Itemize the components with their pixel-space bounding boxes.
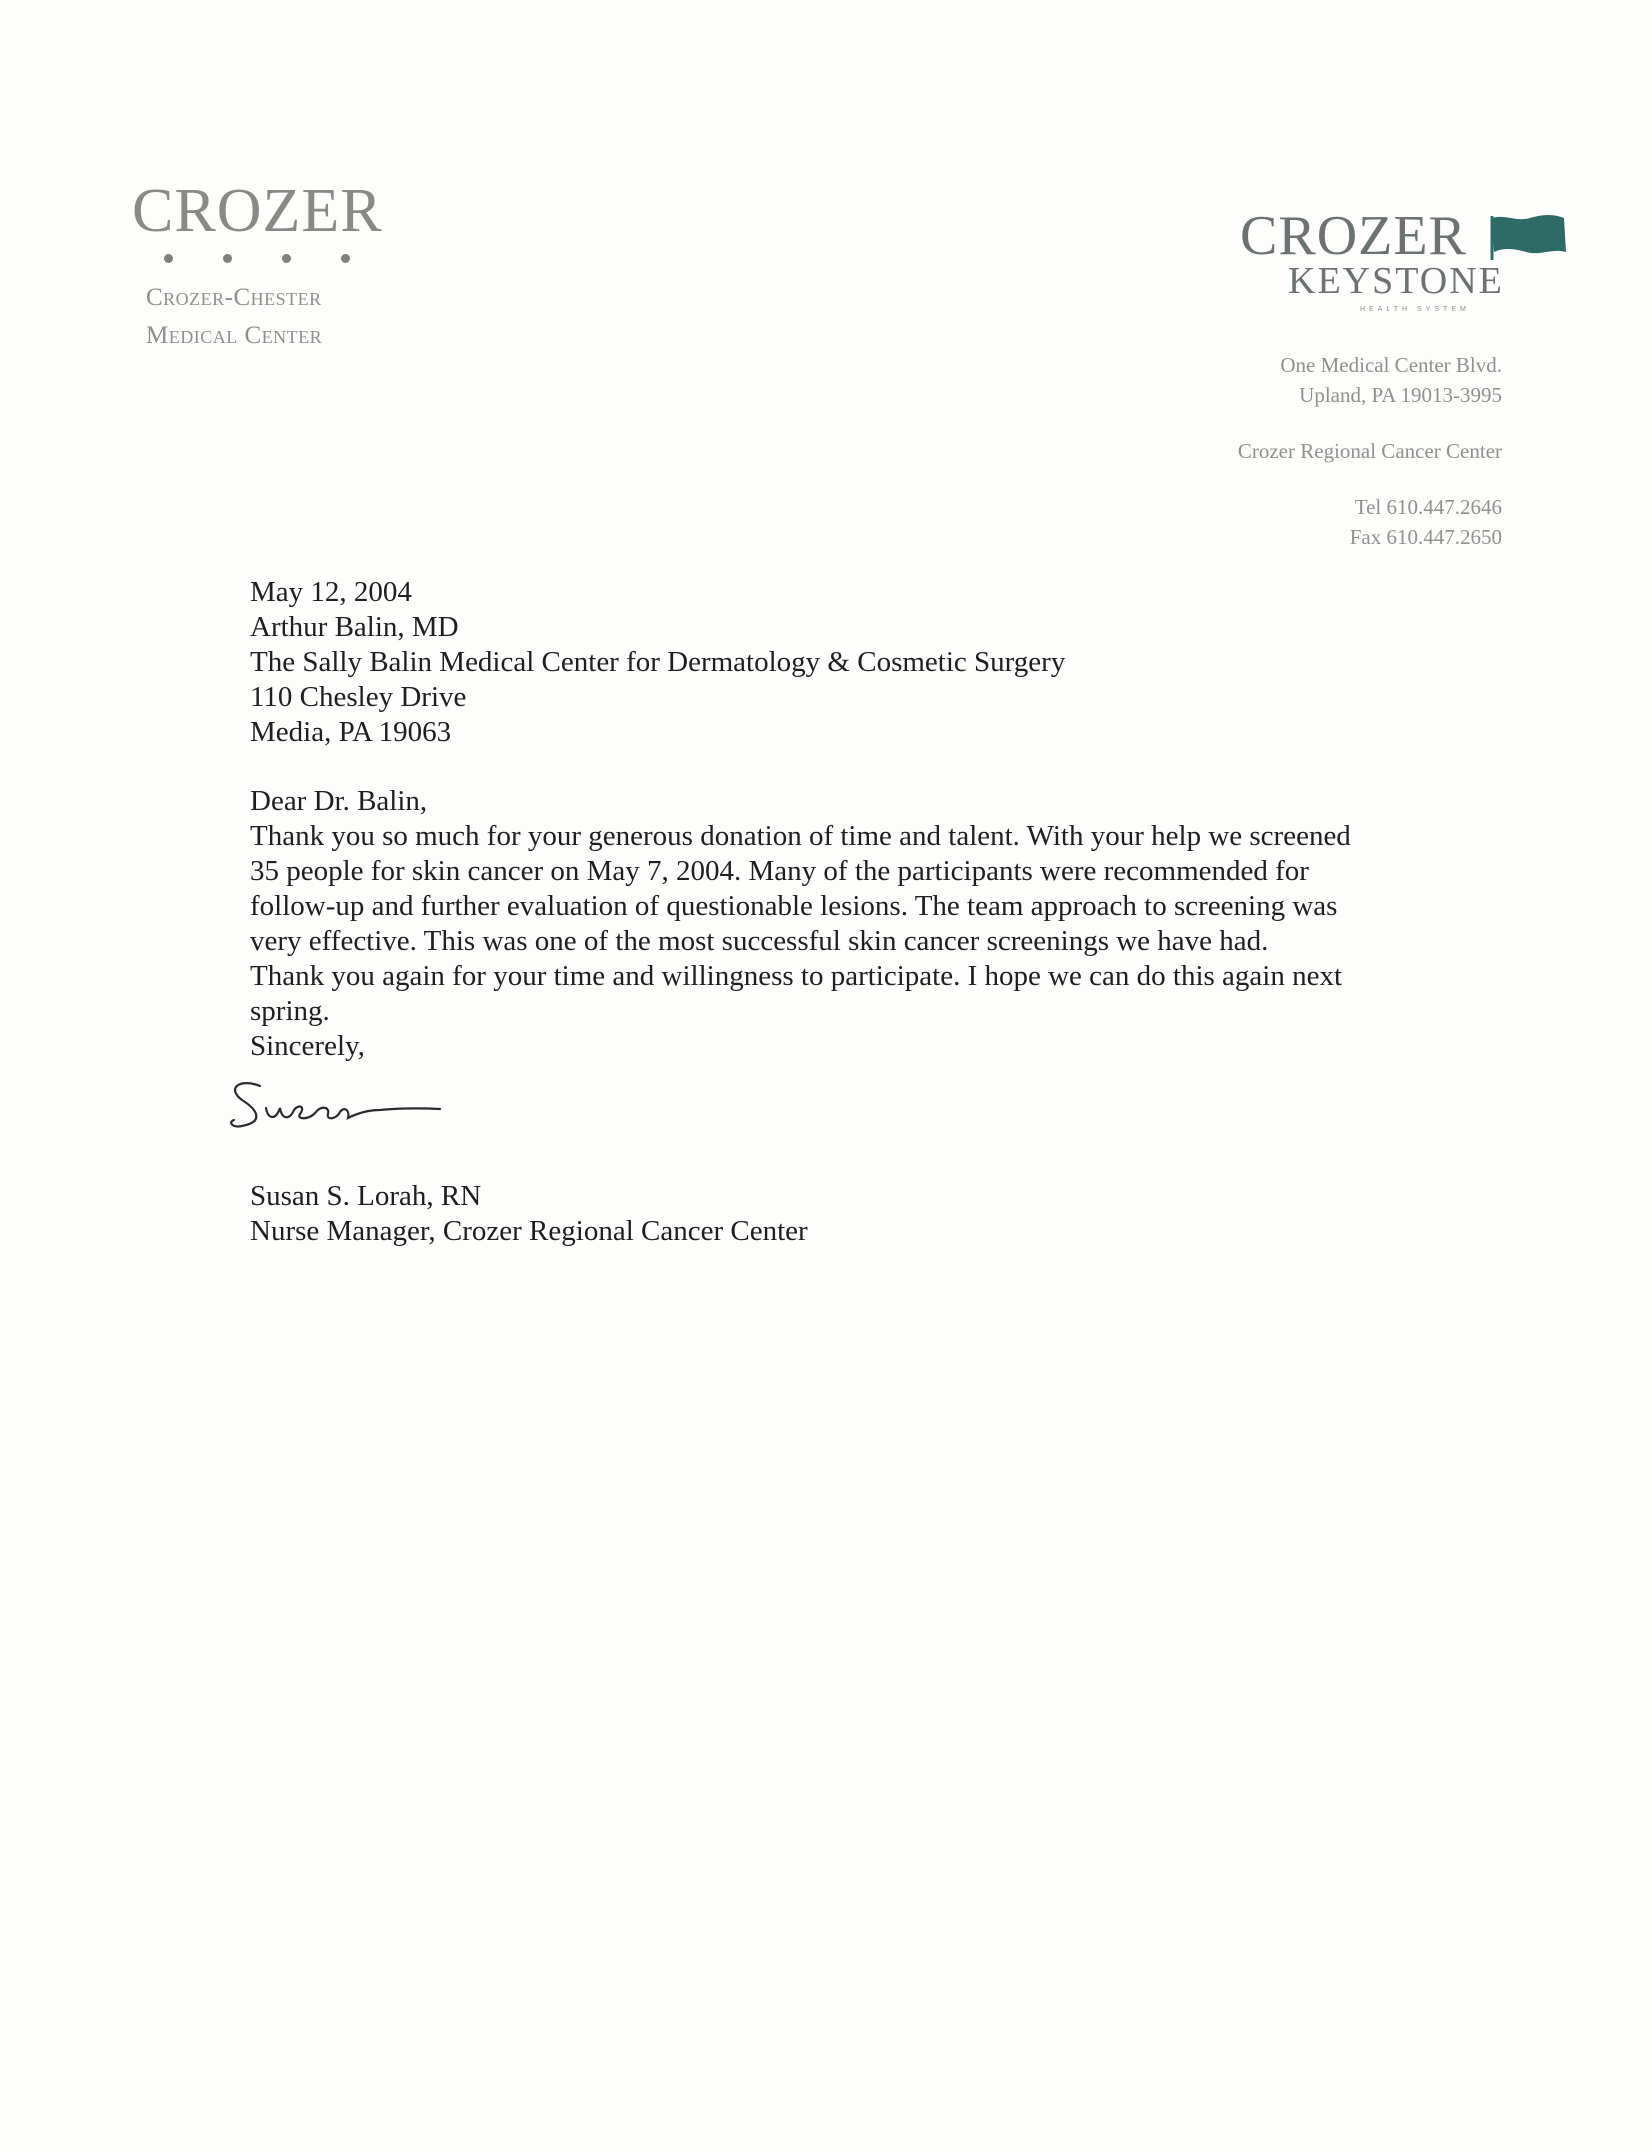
logo-dot bbox=[341, 254, 350, 263]
signature bbox=[220, 1064, 460, 1144]
recipient-name: Arthur Balin, MD bbox=[250, 611, 459, 643]
letter-body bbox=[250, 575, 1480, 1249]
crozer-logo-text: CROZER bbox=[132, 177, 383, 245]
telephone: Tel 610.447.2646 bbox=[1354, 495, 1502, 519]
hospital-name-line2: Medical Center bbox=[146, 322, 323, 349]
body-paragraph: Thank you so much for your generous donation of time and talent. With your help we screened 35 people for skin cancer on May 7, 2004. Many of the participants were recommended for follow-up and further evaluation of questionable lesions. The team approach to screening was very effective. This was one of the most successful skin cancer screenings we have had. bbox=[250, 820, 1351, 957]
recipient-street: 110 Chesley Drive bbox=[250, 681, 467, 713]
letter-date: May 12, 2004 bbox=[250, 576, 412, 608]
logo-dots bbox=[164, 254, 383, 263]
letterhead-left bbox=[132, 177, 383, 355]
logo-dot bbox=[282, 254, 291, 263]
address-line1: One Medical Center Blvd. bbox=[1280, 353, 1502, 377]
salutation: Dear Dr. Balin, bbox=[250, 785, 428, 817]
flag-icon bbox=[1488, 212, 1568, 262]
logo-dot bbox=[164, 254, 173, 263]
signer-title: Nurse Manager, Crozer Regional Cancer Center bbox=[250, 1215, 808, 1247]
department-name: Crozer Regional Cancer Center bbox=[1237, 439, 1502, 463]
hospital-name bbox=[146, 279, 383, 355]
signer-block bbox=[250, 1179, 1480, 1249]
hospital-name-line1: Crozer-Chester bbox=[146, 284, 322, 311]
closing: Sincerely, bbox=[250, 1030, 365, 1062]
recipient-organization: The Sally Balin Medical Center for Dermatology & Cosmetic Surgery bbox=[250, 646, 1066, 678]
letterhead-address bbox=[1238, 350, 1502, 552]
fax: Fax 610.447.2650 bbox=[1349, 525, 1502, 549]
address-line2: Upland, PA 19013-3995 bbox=[1299, 383, 1502, 407]
letterhead-right-logo bbox=[1240, 205, 1580, 318]
logo-dot bbox=[223, 254, 232, 263]
recipient-city: Media, PA 19063 bbox=[250, 716, 452, 748]
body-paragraph: Thank you again for your time and willingness to participate. I hope we can do this again next spring. bbox=[250, 960, 1343, 1027]
crozer-keystone-logo-text-1: CROZER bbox=[1240, 205, 1467, 267]
health-system-tagline: HEALTH SYSTEM bbox=[1360, 306, 1470, 313]
crozer-keystone-logo-text-2: KEYSTONE bbox=[1288, 260, 1504, 302]
recipient-address bbox=[250, 610, 1480, 750]
signer-name: Susan S. Lorah, RN bbox=[250, 1180, 482, 1212]
